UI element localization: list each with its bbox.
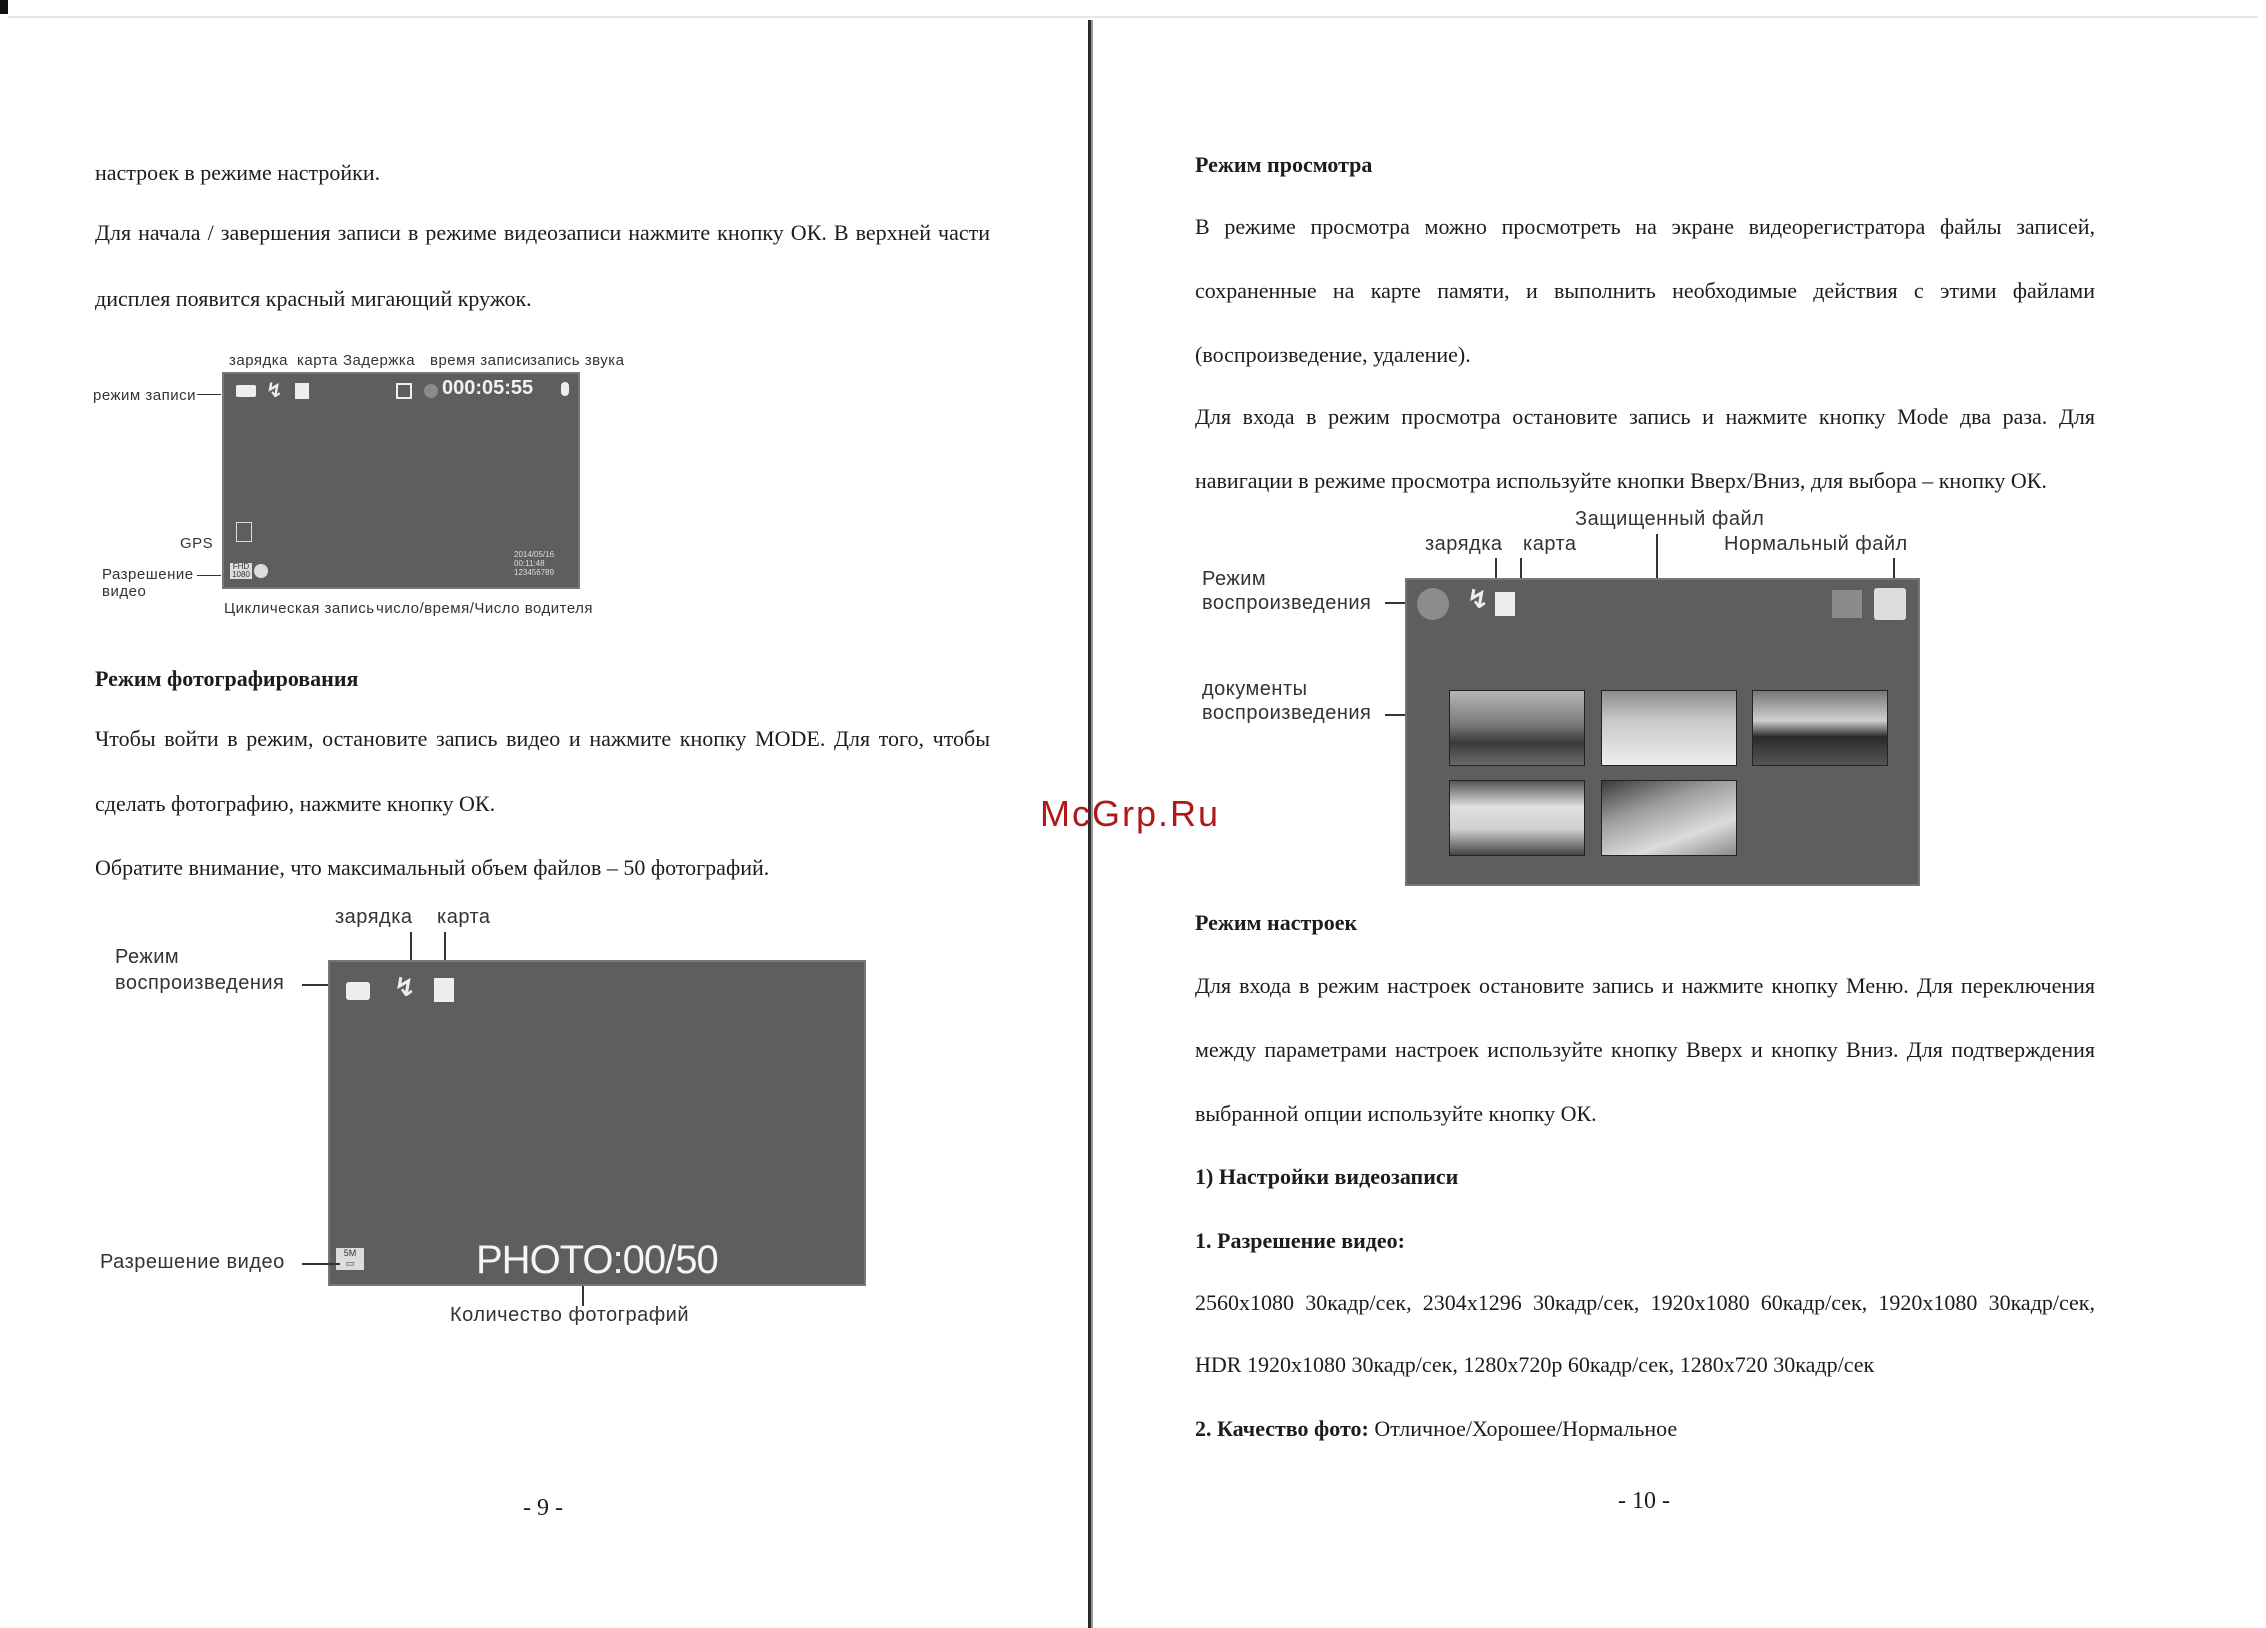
view-paragraph-5: навигации в режиме просмотра используйте кнопки Вверх/Вниз, для выбора – кнопку ОК. — [1195, 468, 2047, 493]
rec-dot-icon — [424, 384, 438, 398]
sd-card-icon — [1495, 592, 1515, 616]
view-heading: Режим просмотра — [1195, 152, 1373, 177]
resolution-values-line-1: 2560x1080 30кадр/сек, 2304x1296 30кадр/сек, 1920x1080 60кадр/сек, 1920x1080 30кадр/сек, — [1195, 1290, 2095, 1315]
camera-icon — [346, 982, 370, 1000]
resolution-icon: 5M ▭ — [336, 1248, 364, 1270]
film-delay-icon — [396, 383, 412, 399]
camera-icon — [1874, 588, 1906, 620]
label-mode-line2: воспроизведения — [1202, 592, 1372, 614]
page-top-edge — [8, 16, 2258, 18]
label-mode-line2: воспроизведения — [115, 972, 285, 994]
sd-card-icon — [434, 978, 454, 1002]
label-docs-line2: воспроизведения — [1202, 702, 1372, 724]
thumbnail-4[interactable] — [1449, 780, 1585, 856]
label-card: карта — [437, 906, 491, 928]
resolution-item-title: 1. Разрешение видео: — [1195, 1228, 1406, 1253]
photo-heading: Режим фотографирования — [95, 666, 359, 691]
label-sound: запись звука — [530, 352, 625, 369]
charge-icon: ↯ — [1467, 584, 1489, 614]
photo-screen — [328, 960, 866, 1286]
leader-line — [197, 394, 221, 395]
photo-paragraph-1: Чтобы войти в режим, остановите запись видео и нажмите кнопку MODE. Для того, чтобы — [95, 726, 990, 751]
photo-quality-title: 2. Качество фото: — [1195, 1416, 1369, 1441]
label-datetime: число/время/Число водителя — [376, 600, 594, 617]
thumbnail-1[interactable] — [1449, 690, 1585, 766]
thumbnail-2[interactable] — [1601, 690, 1737, 766]
left-line-1: настроек в режиме настройки. — [95, 160, 381, 185]
label-charge: зарядка — [335, 906, 413, 928]
recording-screen — [222, 372, 580, 589]
label-loop: Циклическая запись — [224, 600, 375, 617]
video-settings-subheading: 1) Настройки видеозаписи — [1195, 1164, 1459, 1189]
protected-file-icon — [1832, 590, 1862, 618]
gps-icon — [236, 522, 252, 542]
sd-card-icon — [295, 383, 309, 399]
settings-heading: Режим настроек — [1195, 910, 1358, 935]
resolution-icon: FHD 1080 — [230, 563, 252, 579]
label-mode-line1: Режим — [1202, 568, 1267, 590]
settings-paragraph-3: выбранной опции используйте кнопку ОК. — [1195, 1101, 1597, 1126]
charge-icon: ↯ — [266, 380, 283, 402]
playback-mode-icon — [1417, 588, 1449, 620]
settings-paragraph-1: Для входа в режим настроек остановите запись и нажмите кнопку Меню. Для переключения — [1195, 973, 2095, 998]
view-paragraph-2: сохраненные на карте памяти, и выполнить необходимые действия с этими файлами — [1195, 278, 2095, 303]
label-normal-file: Нормальный файл — [1724, 533, 1908, 555]
page-number-left: - 9 - — [523, 1495, 563, 1521]
settings-paragraph-2: между параметрами настроек используйте кнопку Вверх и кнопку Вниз. Для подтверждения — [1195, 1037, 2095, 1062]
rec-timer: 000:05:55 — [442, 377, 534, 399]
photo-paragraph-3: Обратите внимание, что максимальный объем файлов – 50 фотографий. — [95, 855, 770, 880]
stamp-date: 2014/05/16 — [514, 550, 555, 559]
loop-record-icon — [254, 564, 268, 578]
label-resolution: Разрешение видео — [100, 1251, 285, 1273]
label-card: карта — [297, 352, 338, 369]
leader-line — [582, 1286, 584, 1306]
label-resolution: Разрешение видео — [102, 566, 194, 600]
label-rec-time: время записи — [430, 352, 531, 369]
photo-counter: PHOTO:00/50 — [476, 1238, 718, 1282]
view-paragraph-1: В режиме просмотра можно просмотреть на экране видеорегистратора файлы записей, — [1195, 214, 2095, 239]
scan-corner-mark — [0, 0, 8, 14]
video-camera-icon — [236, 385, 256, 397]
charge-icon: ↯ — [394, 972, 416, 1002]
label-gps: GPS — [180, 535, 214, 552]
label-charge: зарядка — [1425, 533, 1503, 555]
view-paragraph-3: (воспроизведение, удаление). — [1195, 342, 1471, 367]
label-card: карта — [1523, 533, 1577, 555]
label-protected-file: Защищенный файл — [1575, 508, 1765, 530]
stamp-number: 123456789 — [514, 568, 555, 577]
leader-line — [197, 575, 221, 576]
photo-paragraph-2: сделать фотографию, нажмите кнопку ОК. — [95, 791, 496, 816]
photo-quality-value: Отличное/Хорошее/Нормальное — [1368, 1416, 1678, 1441]
date-stamp — [514, 550, 554, 577]
label-charge: зарядка — [229, 352, 289, 369]
photo-quality-item — [1195, 1418, 1677, 1440]
playback-screen — [1405, 578, 1920, 886]
view-paragraph-4: Для входа в режим просмотра остановите запись и нажмите кнопку Mode два раза. Для — [1195, 404, 2095, 429]
label-photo-count: Количество фотографий — [450, 1304, 689, 1326]
microphone-icon — [561, 382, 569, 396]
stamp-time: 00:11:48 — [514, 559, 545, 568]
label-docs-line1: документы — [1202, 678, 1308, 700]
thumbnail-3[interactable] — [1752, 690, 1888, 766]
watermark: McGrp.Ru — [1040, 793, 1221, 834]
left-line-3: дисплея появится красный мигающий кружок. — [95, 286, 532, 311]
label-rec-mode: режим записи — [93, 387, 197, 404]
leader-line — [302, 1263, 340, 1265]
label-mode-line1: Режим — [115, 946, 180, 968]
resolution-values-line-2: HDR 1920x1080 30кадр/сек, 1280x720p 60кадр/сек, 1280x720 30кадр/сек — [1195, 1352, 1875, 1377]
page-number-right: - 10 - — [1618, 1488, 1670, 1514]
left-line-2: Для начала / завершения записи в режиме видеозаписи нажмите кнопку ОК. В верхней части — [95, 220, 990, 245]
label-delay: Задержка — [343, 352, 416, 369]
thumbnail-5[interactable] — [1601, 780, 1737, 856]
